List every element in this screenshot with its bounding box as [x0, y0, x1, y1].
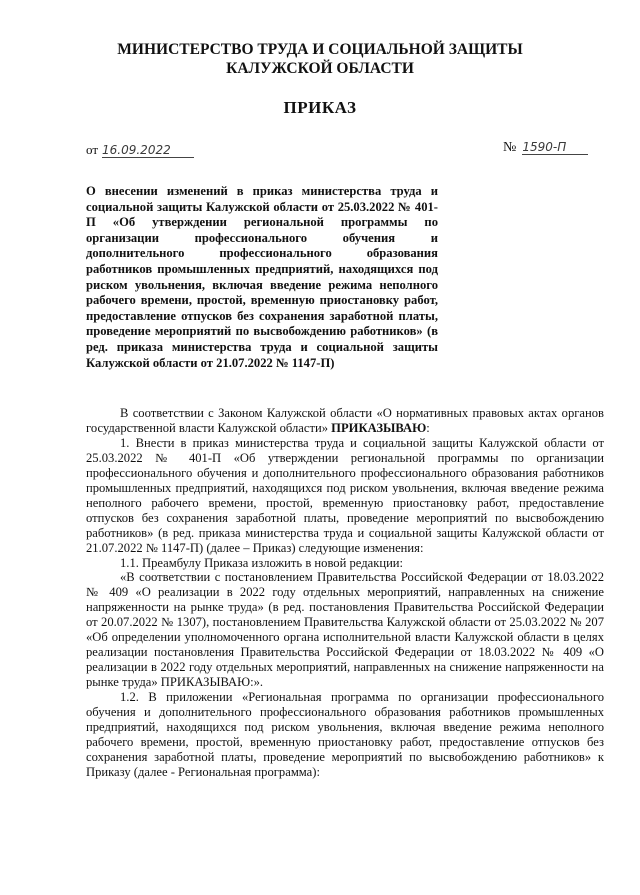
document-type-title: ПРИКАЗ	[283, 98, 357, 117]
organization-header	[0, 40, 640, 78]
order-date	[86, 142, 194, 158]
preamble-text: В соответствии с Законом Калужской области «О нормативных правовых актах органов государственной власти Калужской области»	[86, 406, 604, 435]
body-paragraph-new-preamble: «В соответствии с постановлением Правительства Российской Федерации от 18.03.2022 № 409 «О реализации в 2022 году отдельных мероприятий, направленных на снижение напряженности на рынке труда» (в ред. постановления Правительства Российской Федерации от 20.07.2022 № 1307), постановлением Правительства Калужской области от 25.03.2022 № 207 «Об определении уполномоченного органа исполнительной власти Калужской области в целях реализации постановления Правительства Российской Федерации от 18.03.2022 № 409 «О реализации в 2022 году отдельных мероприятий, направленных на снижение напряженности на рынке труда» ПРИКАЗЫВАЮ:».	[86, 570, 604, 690]
organization-name-line2: КАЛУЖСКОЙ ОБЛАСТИ	[226, 60, 414, 77]
body-paragraph-item-1: 1. Внести в приказ министерства труда и социальной защиты Калужской области от 25.03.2022 № 401-П «Об утверждении региональной программы по организации профессионального обучения и дополнительного профессионального образования работников промышленных предприятий, находящихся под риском увольнения, включая введение режима неполного рабочего времени, простой, временную приостановку работ, предоставление отпусков без сохранения заработной платы, проведение мероприятий по высвобождению работников» (в ред. приказа министерства труда и социальной защиты Калужской области от 21.07.2022 № 1147-П) (далее – Приказ) следующие изменения:	[86, 435, 604, 555]
organization-name-line1: МИНИСТЕРСТВО ТРУДА И СОЦИАЛЬНОЙ ЗАЩИТЫ	[117, 41, 523, 58]
preamble-colon: :	[426, 420, 430, 435]
number-handwritten-value: 1590-П	[522, 140, 588, 155]
date-prefix: от	[86, 142, 99, 157]
preamble-directive: ПРИКАЗЫВАЮ	[331, 420, 427, 435]
date-handwritten-value: 16.09.2022	[102, 143, 194, 158]
body-paragraph-preamble	[86, 406, 604, 436]
order-body	[86, 406, 604, 780]
order-subject-text: О внесении изменений в приказ министерства труда и социальной защиты Калужской области от 25.03.2022 № 401-П «Об утверждении региональной программы по организации профессионального обучения и дополнительного профессионального образования работников промышленных предприятий, находящихся под риском увольнения, включая введение режима неполного рабочего времени, простой, временную приостановку работ, предоставление отпусков без сохранения заработной платы, проведение мероприятий по высвобождению работников» (в ред. приказа министерства труда и социальной защиты Калужской области от 21.07.2022 № 1147-П)	[86, 184, 438, 370]
order-subject	[86, 184, 438, 371]
order-number	[503, 140, 588, 156]
number-prefix: №	[503, 140, 517, 155]
body-paragraph-item-1-1: 1.1. Преамбулу Приказа изложить в новой редакции:	[120, 555, 404, 570]
body-paragraph-item-1-2: 1.2. В приложении «Региональная программа по организации профессионального обучения и дополнительного профессионального образования работников промышленных предприятий, находящихся под риском увольнения, включая введение режима неполного рабочего времени, простой, временную приостановку работ, предоставление отпусков без сохранения заработной платы, проведение мероприятий по высвобождению работников» к Приказу (далее - Региональная программа):	[86, 690, 604, 779]
